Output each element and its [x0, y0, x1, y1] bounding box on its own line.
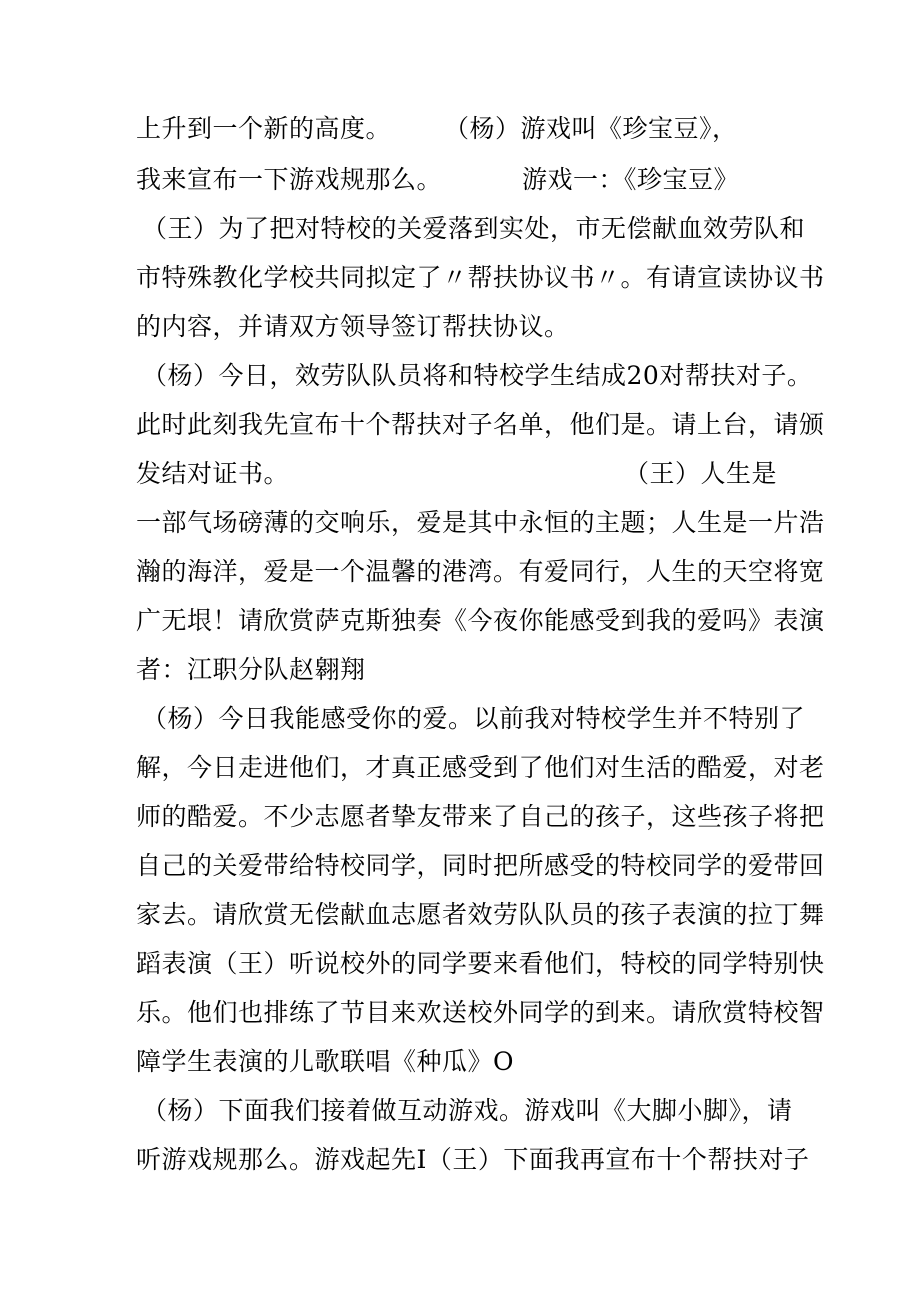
text-line: 瀚的海洋，爱是一个温馨的港湾。有爱同行，人生的天空将宽: [136, 557, 825, 586]
text-line: 此时此刻我先宣布十个帮扶对子名单，他们是。请上台，请颁: [136, 410, 825, 439]
text-line: 自己的关爱带给特校同学，同时把所感受的特校同学的爱带回: [136, 851, 825, 880]
text-line: 市特殊教化学校共同拟定了〃帮扶协议书〃。有请宣读协议书: [136, 263, 825, 292]
text-line: 的内容，并请双方领导签订帮扶协议。: [136, 312, 570, 341]
paragraph-line: （杨）今日我能感受你的爱。以前我对特校学生并不特别了: [142, 704, 806, 733]
text-line: 听游戏规那么。游戏起先I（王）下面我再宣布十个帮扶对子: [136, 1145, 810, 1174]
paragraph-line: （杨）下面我们接着做互动游戏。游戏叫《大脚小脚》，请: [142, 1096, 793, 1125]
text-line: （王）人生是: [624, 459, 778, 488]
text-line: 蹈表演（王）听说校外的同学要来看他们，特校的同学特别快: [136, 949, 825, 978]
text-line: 师的酷爱。不少志愿者挚友带来了自己的孩子，这些孩子将把: [136, 802, 825, 831]
text-line: （杨）游戏叫《珍宝豆》，: [444, 114, 738, 143]
text-line: 我来宣布一下游戏规那么。: [136, 165, 443, 194]
text-line: 游戏一：《珍宝豆》: [522, 165, 740, 194]
text-line: 一部气场磅薄的交响乐，爱是其中永恒的主题；人生是一片浩: [136, 508, 825, 537]
paragraph-line: （杨）今日，效劳队队员将和特校学生结成20对帮扶对子。: [142, 361, 813, 390]
text-line: 乐。他们也排练了节目来欢送校外同学的到来。请欣赏特校智: [136, 998, 825, 1027]
text-line: 解，今日走进他们，才真正感受到了他们对生活的酷爱，对老: [136, 753, 825, 782]
text-line: 家去。请欣赏无偿献血志愿者效劳队队员的孩子表演的拉丁舞: [136, 900, 825, 929]
text-line: 上升到一个新的高度。: [136, 114, 392, 143]
paragraph-line: （王）为了把对特校的关爱落到实处，市无偿献血效劳队和: [142, 214, 806, 243]
text-line: 障学生表演的儿歌联唱《种瓜》O: [136, 1047, 514, 1076]
text-line: 广无垠！请欣赏萨克斯独奏《今夜你能感受到我的爱吗》表演: [136, 606, 825, 635]
text-line: 者：江职分队赵翱翔: [136, 655, 366, 684]
text-line: 发结对证书。: [136, 459, 290, 488]
